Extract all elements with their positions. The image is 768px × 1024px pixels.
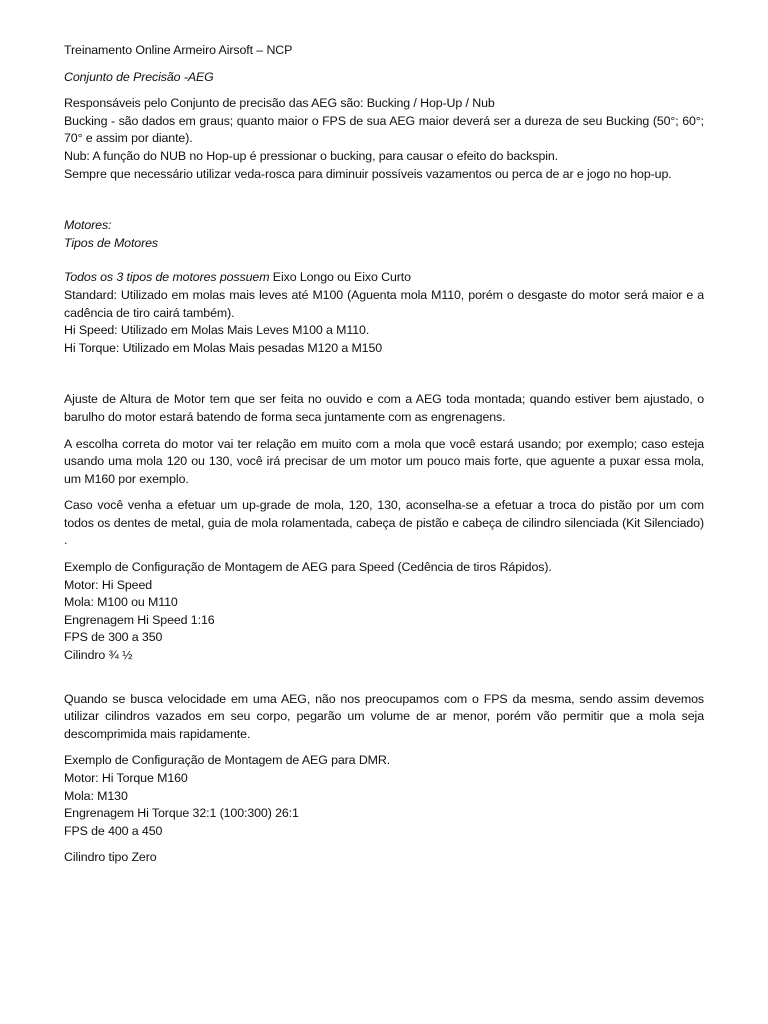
- motor-type-hi-torque: Hi Torque: Utilizado em Molas Mais pesadas M120 a M150: [64, 340, 383, 355]
- dmr-config-line: Engrenagem Hi Torque 32:1 (100:300) 26:1: [64, 806, 299, 821]
- cylinder-zero-line: Cilindro tipo Zero: [64, 850, 157, 865]
- speed-config-line: Mola: M100 ou M110: [64, 595, 178, 610]
- motors-intro: [64, 269, 704, 287]
- motors-intro-italic: Todos os 3 tipos de motores possuem: [64, 270, 270, 285]
- speed-config-line: Motor: Hi Speed: [64, 577, 153, 592]
- speed-config-line: Exemplo de Configuração de Montagem de AEG para Speed (Cedência de tiros Rápidos).: [64, 560, 552, 575]
- speed-config-line: Cilindro ¾ ½: [64, 648, 133, 663]
- precision-line: Sempre que necessário utilizar veda-rosca para diminuir possíveis vazamentos ou perca de ar e jogo no hop-up.: [64, 166, 672, 181]
- dmr-config-line: Exemplo de Configuração de Montagem de AEG para DMR.: [64, 753, 391, 768]
- document-header: Treinamento Online Armeiro Airsoft – NCP: [64, 43, 293, 57]
- motors-intro-rest: Eixo Longo ou Eixo Curto: [269, 270, 411, 285]
- speed-config-line: Engrenagem Hi Speed 1:16: [64, 612, 215, 627]
- dmr-config-line: Motor: Hi Torque M160: [64, 771, 188, 785]
- speed-config-line: FPS de 300 a 350: [64, 630, 163, 645]
- paragraph-velocity: Quando se busca velocidade em uma AEG, não nos preocupamos com o FPS da mesma, sendo assim devemos utilizar cilindros vazados em seu corpo, pegarão um volume de ar menor, porém vão permitir que a mola seja descomprimida mais rapidamente.: [64, 691, 704, 741]
- motor-type-hi-speed: Hi Speed: Utilizado em Molas Mais Leves M100 a M110.: [64, 323, 370, 338]
- precision-line: Bucking - são dados em graus; quanto maior o FPS de sua AEG maior deverá ser a dureza de seu Bucking (50°; 60°; 70° e assim por diante).: [64, 113, 704, 146]
- paragraph-spring-upgrade: Caso você venha a efetuar um up-grade de mola, 120, 130, aconselha-se a efetuar a troca do pistão por um com todos os dentes de metal, guia de mola rolamentada, cabeça de pistão e cabeça de cilindro silenciada (Kit Silenciado) .: [64, 498, 704, 548]
- speed-config-block: [64, 559, 704, 665]
- paragraph-motor-choice: A escolha correta do motor vai ter relação em muito com a mola que você estará usando; por exemplo; caso esteja usando uma mola 120 ou 130, você irá precisar de um motor um pouco mais forte, que aguente a puxar essa mola, um M160 por exemplo.: [64, 436, 704, 486]
- precision-line: Nub: A função do NUB no Hop-up é pressionar o bucking, para causar o efeito do backspin.: [64, 148, 559, 163]
- dmr-config-line: FPS de 400 a 450: [64, 823, 163, 838]
- paragraph-motor-height: Ajuste de Altura de Motor tem que ser feita no ouvido e com a AEG toda montada; quando estiver bem ajustado, o barulho do motor estará batendo de forma seca juntamente com as engrenagens.: [64, 392, 704, 424]
- precision-section-body: [64, 95, 704, 183]
- dmr-config-line: Mola: M130: [64, 788, 128, 803]
- section-title-motors: Motores:: [64, 218, 112, 233]
- section-subtitle-motor-types: Tipos de Motores: [64, 235, 159, 250]
- motor-type-standard: Standard: Utilizado em molas mais leves até M100 (Aguenta mola M110, porém o desgaste do motor será maior e a cadência de tiro cairá também).: [64, 287, 704, 320]
- precision-line: Responsáveis pelo Conjunto de precisão das AEG são: Bucking / Hop-Up / Nub: [64, 96, 495, 111]
- dmr-config-block: [64, 752, 704, 840]
- motor-types-list: [64, 287, 704, 357]
- section-title-precision: Conjunto de Precisão -AEG: [64, 69, 214, 84]
